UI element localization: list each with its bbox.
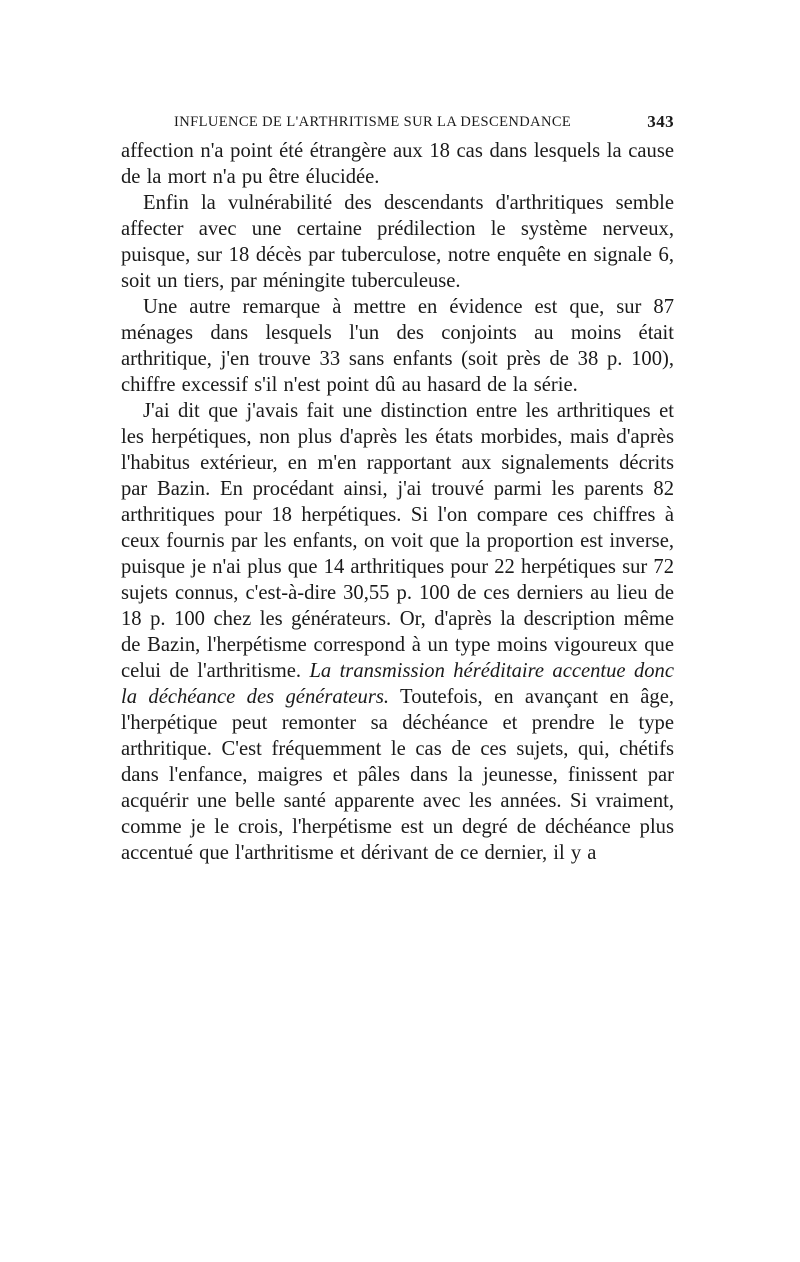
paragraph-nervous-system: Enfin la vulnérabilité des descendants d'arthritiques semble affecter avec une certaine prédilection le système nerveux, puisque, sur 18 décès par tuberculose, notre enquête en signale 6, soit un tiers, par méningite tuberculeuse. xyxy=(121,192,674,292)
page-number: 343 xyxy=(647,112,674,131)
paragraph-childless-households: Une autre remarque à mettre en évidence est que, sur 87 ménages dans lesquels l'un des conjoints au moins était arthritique, j'en trouve 33 sans enfants (soit près de 38 p. 100), chiffre excessif s'il n'est point dû au hasard de la série. xyxy=(121,296,674,396)
paragraph-herpetism xyxy=(121,398,674,866)
herpetism-text-end: Toutefois, en avançant en âge, l'herpétique peut remonter sa déchéance et prendre le type arthritique. C'est fréquemment le cas de ces sujets, qui, chétifs dans l'enfance, maigres et pâles dans la jeunesse, finissent par acquérir une belle santé apparente avec les années. Si vraiment, comme je le crois, l'herpétisme est un degré de déchéance plus accentué que l'arthritisme et dérivant de ce dernier, il y a xyxy=(121,686,675,864)
herpetism-text-start: J'ai dit que j'avais fait une distinction entre les arthritiques et les herpétiques, non plus d'après les états morbides, mais d'après l'habitus extérieur, en m'en rapportant aux signalements décrits par Bazin. En procédant ainsi, j'ai trouvé parmi les parents 82 arthritiques pour 18 herpétiques. Si l'on compare ces chiffres à ceux fournis par les enfants, on voit que la proportion est inverse, puisque je n'ai plus que 14 arthritiques pour 22 herpétiques sur 72 sujets connus, c'est-à-dire 30,55 p. 100 de ces derniers au lieu de 18 p. 100 chez les générateurs. Or, d'après la description même de Bazin, l'herpétisme correspond à un type moins vigoureux que celui de l'arthritisme. xyxy=(121,400,674,682)
running-title: INFLUENCE DE L'ARTHRITISME SUR LA DESCENDANCE xyxy=(174,114,572,130)
running-head xyxy=(121,110,674,136)
paragraph-continuation: affection n'a point été étrangère aux 18 cas dans lesquels la cause de la mort n'a pu être élucidée. xyxy=(121,140,674,188)
body-text xyxy=(121,138,674,866)
book-page xyxy=(121,110,674,866)
italic-conclusion: La transmission héréditaire accentue donc la déchéance des générateurs. xyxy=(121,660,674,708)
